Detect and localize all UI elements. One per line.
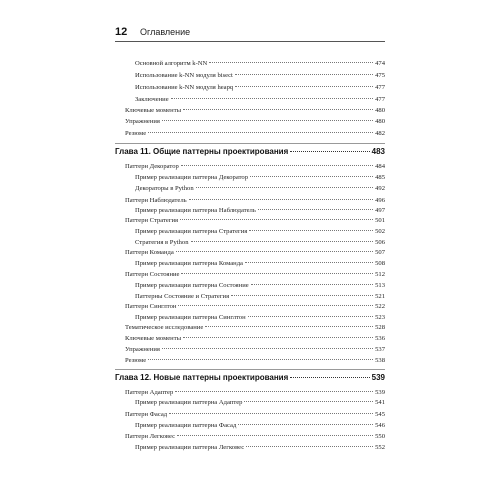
toc-entry[interactable] xyxy=(125,302,385,311)
toc-entry[interactable] xyxy=(125,356,385,365)
toc-entry-page: 502 xyxy=(375,228,385,235)
toc-entry[interactable] xyxy=(135,398,385,407)
toc-entry-title: Паттерн Декоратор xyxy=(125,163,179,170)
toc-entry-page: 546 xyxy=(375,422,385,429)
toc-entry[interactable] xyxy=(135,313,385,322)
toc-entry-page: 474 xyxy=(375,60,385,67)
dot-leader xyxy=(148,359,373,360)
toc-entry-title: Паттерн Наблюдатель xyxy=(125,197,187,204)
toc-entry-page: 541 xyxy=(375,399,385,406)
toc-entry[interactable] xyxy=(135,95,385,104)
toc-entry[interactable] xyxy=(125,162,385,171)
toc-entry[interactable] xyxy=(125,432,385,441)
toc-entry[interactable] xyxy=(125,129,385,138)
dot-leader xyxy=(251,284,373,285)
toc-entry-title: Упражнения xyxy=(125,346,160,353)
toc-entry-page: 483 xyxy=(371,147,385,156)
toc-entry-title: Пример реализации паттерна Наблюдатель xyxy=(135,207,256,214)
toc-entry-title: Использование k-NN модуля heapq xyxy=(135,84,234,91)
toc-entry[interactable] xyxy=(135,259,385,268)
toc-entry[interactable] xyxy=(125,334,385,343)
toc-entry-title: Основной алгоритм k-NN xyxy=(135,60,208,67)
dot-leader xyxy=(250,176,373,177)
toc-entry-page: 538 xyxy=(375,357,385,364)
dot-leader xyxy=(169,413,373,414)
toc-entry[interactable] xyxy=(135,281,385,290)
dot-leader xyxy=(175,391,373,392)
toc-entry-page: 501 xyxy=(375,217,385,224)
dot-leader xyxy=(181,273,373,274)
toc-entry-page: 552 xyxy=(375,444,385,451)
toc-entry-title: Паттерн Команда xyxy=(125,249,174,256)
toc-entry-page: 507 xyxy=(375,249,385,256)
toc-entry[interactable] xyxy=(125,248,385,257)
dot-leader xyxy=(205,326,373,327)
dot-leader xyxy=(162,120,373,121)
toc-entry-page: 537 xyxy=(375,346,385,353)
toc-entry-page: 475 xyxy=(375,72,385,79)
toc-entry-title: Резюме xyxy=(125,130,147,137)
toc-entry[interactable] xyxy=(125,270,385,279)
toc-entry[interactable] xyxy=(125,196,385,205)
dot-leader xyxy=(178,305,373,306)
dot-leader xyxy=(196,187,373,188)
running-title: Оглавление xyxy=(140,27,191,37)
toc-entry-page: 508 xyxy=(375,260,385,267)
toc-entry-page: 512 xyxy=(375,271,385,278)
toc-entry-title: Пример реализации паттерна Адаптер xyxy=(135,399,243,406)
toc-entry-page: 477 xyxy=(375,84,385,91)
toc-entry-title: Глава 11. Общие паттерны проектирования xyxy=(115,147,289,156)
toc-entry[interactable] xyxy=(125,388,385,397)
dot-leader xyxy=(244,401,373,402)
toc-entry-page: 482 xyxy=(375,130,385,137)
toc-entry-title: Паттерн Стратегия xyxy=(125,217,179,224)
chapter-rule xyxy=(115,143,385,144)
chapter-rule xyxy=(115,369,385,370)
toc-entry-page: 545 xyxy=(375,411,385,418)
toc-entry-title: Глава 12. Новые паттерны проектирования xyxy=(115,373,289,382)
toc-entry[interactable] xyxy=(125,323,385,332)
toc-entry-title: Ключевые моменты xyxy=(125,107,182,114)
toc-entry[interactable] xyxy=(135,184,385,193)
dot-leader xyxy=(191,241,374,242)
toc-entry-title: Использование k-NN модуля bisect xyxy=(135,72,233,79)
toc-entry-page: 506 xyxy=(375,239,385,246)
toc-entry[interactable] xyxy=(135,173,385,182)
toc-entry[interactable] xyxy=(135,206,385,215)
toc-entry-title: Упражнения xyxy=(125,118,160,125)
toc-entry[interactable] xyxy=(135,238,385,247)
toc-entry-title: Пример реализации паттерна Легковес xyxy=(135,444,245,451)
dot-leader xyxy=(231,295,373,296)
dot-leader xyxy=(183,337,373,338)
dot-leader xyxy=(258,209,373,210)
dot-leader xyxy=(235,86,373,87)
dot-leader xyxy=(189,199,373,200)
toc-entry-title: Стратегия в Python xyxy=(135,239,189,246)
toc-entry-page: 528 xyxy=(375,324,385,331)
dot-leader xyxy=(180,219,373,220)
toc-entry-page: 484 xyxy=(375,163,385,170)
toc-entry-title: Пример реализации паттерна Команда xyxy=(135,260,243,267)
toc-chapter-entry[interactable] xyxy=(115,147,385,156)
dot-leader xyxy=(248,316,373,317)
dot-leader xyxy=(171,98,373,99)
toc-entry-title: Ключевые моменты xyxy=(125,335,182,342)
dot-leader xyxy=(177,435,373,436)
toc-entry-title: Резюме xyxy=(125,357,147,364)
dot-leader xyxy=(183,109,373,110)
toc-entry[interactable] xyxy=(125,216,385,225)
toc-entry-page: 539 xyxy=(371,373,385,382)
toc-entry[interactable] xyxy=(135,292,385,301)
dot-leader xyxy=(181,165,373,166)
toc-entry-page: 492 xyxy=(375,185,385,192)
toc-entry-title: Паттерн Легковес xyxy=(125,433,175,440)
toc-entry[interactable] xyxy=(135,227,385,236)
toc-entry-page: 485 xyxy=(375,174,385,181)
toc-entry-title: Паттерн Синглтон xyxy=(125,303,177,310)
dot-leader xyxy=(246,446,373,447)
toc-entry[interactable] xyxy=(135,59,385,68)
toc-entry-page: 539 xyxy=(375,389,385,396)
toc-entry-page: 496 xyxy=(375,197,385,204)
toc-entry-page: 523 xyxy=(375,314,385,321)
toc-entry-page: 522 xyxy=(375,303,385,310)
toc-entry-title: Пример реализации паттерна Стратегия xyxy=(135,228,248,235)
dot-leader xyxy=(235,74,373,75)
dot-leader xyxy=(162,348,373,349)
toc-entry[interactable] xyxy=(135,421,385,430)
dot-leader xyxy=(249,230,373,231)
toc-entry-page: 550 xyxy=(375,433,385,440)
toc-entry-title: Пример реализации паттерна Состояние xyxy=(135,282,249,289)
toc-entry-title: Паттерн Адаптер xyxy=(125,389,174,396)
toc-entry-page: 480 xyxy=(375,118,385,125)
toc-entry-page: 513 xyxy=(375,282,385,289)
toc-entry-title: Тематическое исследование xyxy=(125,324,204,331)
toc-entry[interactable] xyxy=(125,410,385,419)
toc-entry-page: 497 xyxy=(375,207,385,214)
toc-entry-page: 480 xyxy=(375,107,385,114)
toc-entry-page: 521 xyxy=(375,293,385,300)
dot-leader xyxy=(209,62,373,63)
toc-entry-page: 477 xyxy=(375,96,385,103)
toc-entry[interactable] xyxy=(135,83,385,92)
toc-chapter-entry[interactable] xyxy=(115,373,385,382)
toc-entry-title: Пример реализации паттерна Синглтон xyxy=(135,314,246,321)
dot-leader xyxy=(245,262,373,263)
dot-leader xyxy=(238,424,373,425)
dot-leader xyxy=(148,132,373,133)
toc-entry[interactable] xyxy=(125,117,385,126)
toc-entry[interactable] xyxy=(125,106,385,115)
toc-entry[interactable] xyxy=(135,71,385,80)
toc-entry-title: Декораторы в Python xyxy=(135,185,194,192)
dot-leader xyxy=(290,377,369,378)
toc-entry-title: Пример реализации паттерна Фасад xyxy=(135,422,237,429)
toc-entry-title: Пример реализации паттерна Декоратор xyxy=(135,174,248,181)
dot-leader xyxy=(176,251,373,252)
toc-entry-page: 536 xyxy=(375,335,385,342)
toc-entry-title: Паттерн Фасад xyxy=(125,411,168,418)
dot-leader xyxy=(290,151,369,152)
toc-entry-title: Паттерн Состояние xyxy=(125,271,180,278)
toc-entry-title: Паттерны Состояние и Стратегия xyxy=(135,293,230,300)
toc-entry-title: Заключение xyxy=(135,96,169,103)
page-number: 12 xyxy=(115,26,128,38)
toc-entry[interactable] xyxy=(135,443,385,452)
toc-entry[interactable] xyxy=(125,345,385,354)
